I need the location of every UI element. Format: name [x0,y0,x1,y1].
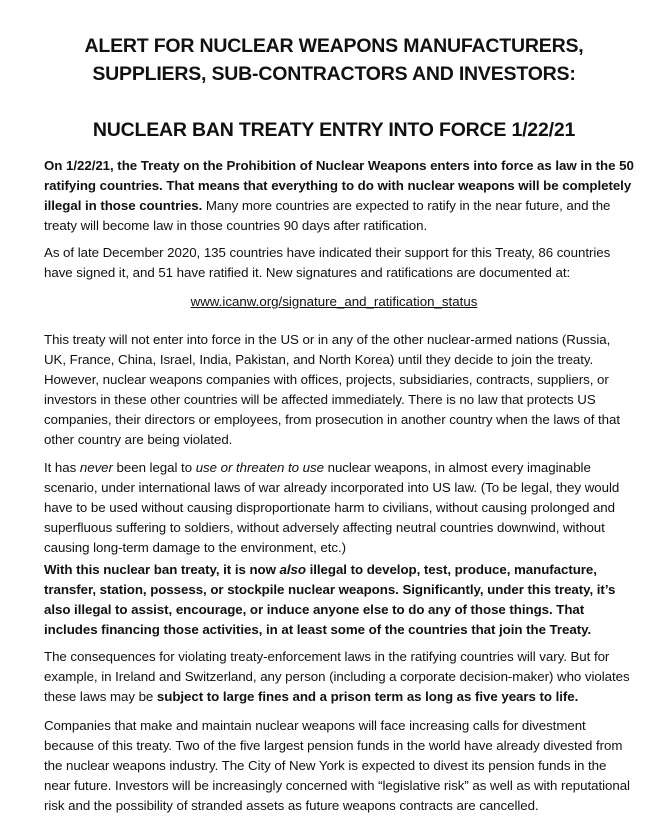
paragraph-3-text: This treaty will not enter into force in the US or in any of the other nuclear-armed nations (Russia, UK, France, China, Israel, India, Pakistan, and North Korea) until they decide to join the treaty. However, nuclear weapons companies with offices, projects, subsidiaries, contracts, suppliers, or investors in these other countries will be affected immediately. There is no law that protects US companies, their directors or employees, from prosecution in another country when the laws of that other country are being violated. [44,332,621,447]
paragraph-entry-into-force [44,156,634,236]
paragraph-2-text: As of late December 2020, 135 countries have indicated their support for this Treaty, 86 countries have signed it, and 51 have ratified it. New signatures and ratifications are documented at: [44,245,611,280]
paragraph-4-never: never [79,460,113,475]
paragraph-now-also-illegal [44,560,634,640]
paragraph-5-b: illegal to develop, test, produce, manufacture, transfer, station, possess, or stockpile nuclear weapons. Significantly, under this treaty, it’s also illegal to assist, encourage, or induce anyone else to do any of those things. That includes financing those activities, in at least some of the countries that join the Treaty. [44,562,616,637]
title-line-2: SUPPLIERS, SUB-CONTRACTORS AND INVESTORS: [92,63,576,85]
paragraph-nuclear-armed-nations [44,330,634,449]
paragraph-6-a: The consequences for violating treaty-enforcement laws in the ratifying countries will vary. But for example, in Ireland and Switzerland, any person (including a corporate decision-maker) who violates these laws may be [44,649,630,704]
paragraph-5-a: With this nuclear ban treaty, it is now [44,562,280,577]
paragraph-1-rest: Many more countries are expected to ratify in the near future, and the treaty will become law in those countries 90 days after ratification. [44,197,611,233]
ratification-link-line [0,292,668,312]
title-line-1: ALERT FOR NUCLEAR WEAPONS MANUFACTURERS, [84,35,584,57]
ratification-link[interactable]: www.icanw.org/signature_and_ratification_status [190,294,478,309]
paragraph-5-also: also [279,562,306,577]
paragraph-support-status [44,243,634,283]
paragraph-4-use: use or threaten to use [195,460,324,475]
paragraph-4-a: It has [44,460,80,475]
title-line-3: NUCLEAR BAN TREATY ENTRY INTO FORCE 1/22/21 [92,119,576,141]
paragraph-consequences [44,647,634,707]
paragraph-divestment [44,716,634,816]
paragraph-1-bold: On 1/22/21, the Treaty on the Prohibition of Nuclear Weapons enters into force as law in the 50 ratifying countries. That means that everything to do with nuclear weapons will be completely illegal in those countries. [44,158,634,213]
paragraph-4-b: been legal to [112,460,196,475]
paragraph-6-bold: subject to large fines and a prison term as long as five years to life. [156,688,579,704]
document-title [0,32,668,88]
document-subtitle [0,116,668,144]
paragraph-4-c: nuclear weapons, in almost every imaginable scenario, under international laws of war already incorporated into US law. (To be legal, they would have to be used without causing disproportionate harm to civilians, without causing prolonged and superfluous suffering to soldiers, without adversely affecting neutral countries downwind, without causing long-term damage to the environment, etc.) [44,460,620,555]
paragraph-never-legal [44,458,634,558]
paragraph-7-text: Companies that make and maintain nuclear weapons will face increasing calls for divestment because of this treaty. Two of the five largest pension funds in the world have already divested from the nuclear weapons industry. The City of New York is expected to divest its pension funds in the near future. Investors will be increasingly concerned with “legislative risk” as well as with reputational risk and the possibility of stranded assets as future weapons contracts are cancelled. [44,718,630,813]
